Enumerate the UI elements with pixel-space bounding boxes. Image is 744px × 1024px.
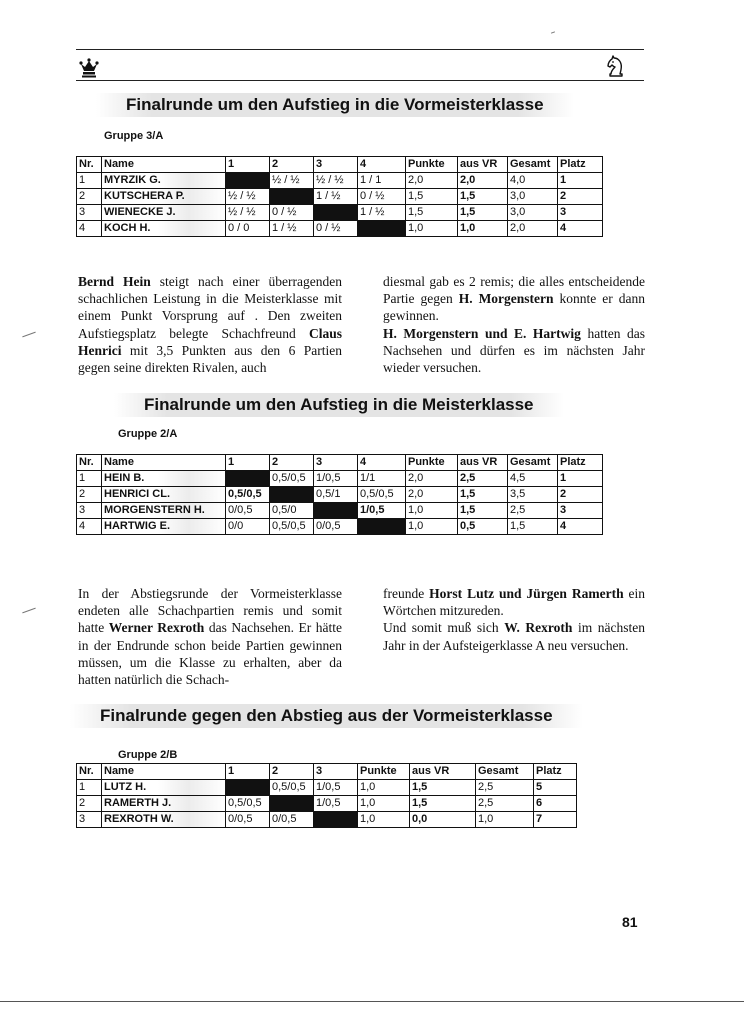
bold-name: Claus Henrici <box>78 325 342 358</box>
table-row <box>77 812 577 828</box>
table-header-row <box>77 455 603 471</box>
self-pairing-cell <box>226 173 270 189</box>
column-header: 2 <box>270 455 314 471</box>
table-cell: 1 <box>558 471 603 487</box>
text-run: das Nachsehen. Er hätte in der Endrunde schon beide Partien gewinnen müssen, um die Klasse zu erhalten, aber da hatten natürlich die Schach- <box>78 620 342 688</box>
bottom-rule <box>0 1001 744 1002</box>
margin-mark-2 <box>22 608 35 614</box>
table-cell: 1,5 <box>508 519 558 535</box>
table-row <box>77 173 603 189</box>
self-pairing-cell <box>270 796 314 812</box>
column-header: Nr. <box>77 157 102 173</box>
self-pairing-cell <box>314 503 358 519</box>
column-header: Platz <box>558 455 603 471</box>
table-cell: 0,5/0,5 <box>270 519 314 535</box>
table-cell: 1/1 <box>358 471 406 487</box>
table-cell: ½ / ½ <box>314 173 358 189</box>
results-table-1 <box>76 156 603 237</box>
player-name: WIENECKE J. <box>102 205 226 221</box>
table-cell: 1 <box>77 173 102 189</box>
table-cell: 1,0 <box>406 221 458 237</box>
bold-name: Horst Lutz und Jürgen Ramerth <box>429 586 624 601</box>
table-row <box>77 519 603 535</box>
table-cell: 3,5 <box>508 487 558 503</box>
top-rule <box>76 49 644 50</box>
paragraph-left-2 <box>78 585 342 688</box>
column-header: 3 <box>314 157 358 173</box>
bold-name: Werner Rexroth <box>108 620 205 636</box>
table-row <box>77 796 577 812</box>
chess-knight-icon <box>604 55 628 79</box>
table-cell: 4 <box>558 221 603 237</box>
table-cell: 0 / ½ <box>270 205 314 221</box>
table-cell: 1/0,5 <box>314 471 358 487</box>
table-cell: 3 <box>77 503 102 519</box>
column-header: Name <box>102 157 226 173</box>
table-cell: 7 <box>534 812 577 828</box>
bold-name: W. Rexroth <box>504 620 573 636</box>
table-cell: 0,5/0 <box>270 503 314 519</box>
column-header: Punkte <box>358 764 410 780</box>
table-cell: 0,5 <box>458 519 508 535</box>
self-pairing-cell <box>358 519 406 535</box>
table-cell: 1,5 <box>458 487 508 503</box>
player-name: RAMERTH J. <box>102 796 226 812</box>
player-name: HENRICI CL. <box>102 487 226 503</box>
header-rule <box>76 80 644 81</box>
column-header: 1 <box>226 157 270 173</box>
column-header: 4 <box>358 455 406 471</box>
table-cell: 1 <box>77 471 102 487</box>
table-cell: 1 <box>77 780 102 796</box>
table-cell: 1,5 <box>406 189 458 205</box>
table-cell: 0/0,5 <box>270 812 314 828</box>
table-cell: 1 / ½ <box>358 205 406 221</box>
text-run: im nächsten Jahr in der Aufsteigerklasse A neu versuchen. <box>383 620 645 653</box>
table-cell: 1,5 <box>410 780 476 796</box>
player-name: MYRZIK G. <box>102 173 226 189</box>
table-cell: 2,5 <box>458 471 508 487</box>
stray-mark <box>551 31 555 33</box>
table-cell: 1,0 <box>458 221 508 237</box>
table-cell: 4 <box>77 519 102 535</box>
column-header: 1 <box>226 455 270 471</box>
group-label-1: Gruppe 3/A <box>104 130 164 142</box>
table-cell: 2,5 <box>476 796 534 812</box>
text-run: diesmal gab es 2 remis; die alles entscheidende Partie gegen <box>383 274 645 307</box>
column-header: Name <box>102 764 226 780</box>
table-cell: 0,5/0,5 <box>270 780 314 796</box>
column-header: Gesamt <box>508 157 558 173</box>
self-pairing-cell <box>270 487 314 503</box>
column-header: Nr. <box>77 455 102 471</box>
results-table-2 <box>76 454 603 535</box>
section-title-3: Finalrunde gegen den Abstieg aus der Vormeisterklasse <box>70 704 583 728</box>
group-label-3: Gruppe 2/B <box>118 749 178 761</box>
table-cell: 0/0 <box>226 519 270 535</box>
table-cell: 0,5/0,5 <box>226 487 270 503</box>
bold-name: H. Morgenstern und E. Hartwig <box>383 325 581 341</box>
table-cell: 2 <box>558 487 603 503</box>
column-header: Name <box>102 455 226 471</box>
table-cell: 1/0,5 <box>314 780 358 796</box>
text-run: In der Abstiegsrunde der Vormeisterklasse endeten alle Schachpartien remis und somit hatte <box>78 586 342 636</box>
margin-mark-1 <box>22 332 35 338</box>
table-row <box>77 471 603 487</box>
table-cell: 3,0 <box>508 205 558 221</box>
column-header: 4 <box>358 157 406 173</box>
table-cell: 0/0,5 <box>226 812 270 828</box>
column-header: aus VR <box>410 764 476 780</box>
player-name: KUTSCHERA P. <box>102 189 226 205</box>
table-row <box>77 205 603 221</box>
paragraph-right-1 <box>383 273 645 376</box>
column-header: Platz <box>534 764 577 780</box>
column-header: Platz <box>558 157 603 173</box>
player-name: LUTZ H. <box>102 780 226 796</box>
text-run: ein Wörtchen mitzureden. <box>383 586 646 619</box>
table-cell: 4 <box>77 221 102 237</box>
table-row <box>77 780 577 796</box>
column-header: Gesamt <box>476 764 534 780</box>
table-cell: 3 <box>558 205 603 221</box>
table-cell: 1 / ½ <box>314 189 358 205</box>
table-cell: 0,0 <box>410 812 476 828</box>
table-cell: 0/0,5 <box>314 519 358 535</box>
column-header: 2 <box>270 157 314 173</box>
table-cell: 1,5 <box>458 189 508 205</box>
table-cell: 1,5 <box>410 796 476 812</box>
table-row <box>77 487 603 503</box>
column-header: Gesamt <box>508 455 558 471</box>
table-cell: 2 <box>77 487 102 503</box>
table-cell: 3 <box>558 503 603 519</box>
table-header-row <box>77 157 603 173</box>
player-name: KOCH H. <box>102 221 226 237</box>
chess-king-icon <box>78 56 100 78</box>
table-cell: 3,0 <box>508 189 558 205</box>
table-cell: 0/0,5 <box>226 503 270 519</box>
table-cell: 1,0 <box>406 503 458 519</box>
table-cell: 0 / 0 <box>226 221 270 237</box>
paragraph-right-2 <box>383 585 645 654</box>
group-label-2: Gruppe 2/A <box>118 428 178 440</box>
self-pairing-cell <box>226 780 270 796</box>
table-cell: 2,0 <box>406 487 458 503</box>
player-name: HARTWIG E. <box>102 519 226 535</box>
self-pairing-cell <box>314 205 358 221</box>
table-row <box>77 189 603 205</box>
table-cell: 2 <box>77 189 102 205</box>
table-cell: 1,0 <box>358 796 410 812</box>
table-cell: 1,0 <box>358 780 410 796</box>
text-run: steigt nach einer überragenden schachlichen Leistung in die Meisterklasse mit einem Punkt Vorsprung auf . Den zweiten Aufstiegsplatz belegte Schachfreund <box>78 274 343 341</box>
table-header-row <box>77 764 577 780</box>
paragraph-left-1 <box>78 273 342 376</box>
table-cell: 0 / ½ <box>314 221 358 237</box>
table-cell: 1,5 <box>406 205 458 221</box>
column-header: 2 <box>270 764 314 780</box>
section-title-1: Finalrunde um den Aufstieg in die Vormeisterklasse <box>96 93 574 117</box>
table-cell: 2,5 <box>508 503 558 519</box>
table-cell: 3 <box>77 812 102 828</box>
column-header: aus VR <box>458 455 508 471</box>
text-run: mit 3,5 Punkten aus den 6 Partien gegen seine direkten Rivalen, auch <box>78 342 342 376</box>
table-cell: 0,5/1 <box>314 487 358 503</box>
table-cell: 1,5 <box>458 205 508 221</box>
table-row <box>77 503 603 519</box>
table-cell: 0 / ½ <box>358 189 406 205</box>
table-cell: ½ / ½ <box>270 173 314 189</box>
table-cell: 2 <box>77 796 102 812</box>
page-number: 81 <box>622 914 638 930</box>
self-pairing-cell <box>226 471 270 487</box>
self-pairing-cell <box>270 189 314 205</box>
column-header: aus VR <box>458 157 508 173</box>
table-cell: ½ / ½ <box>226 189 270 205</box>
text-run: hatten das Nachsehen und dürfen es im nächsten Jahr wieder versuchen. <box>383 325 645 376</box>
table-cell: 0,5/0,5 <box>270 471 314 487</box>
table-cell: 1/0,5 <box>358 503 406 519</box>
table-cell: 2,0 <box>406 471 458 487</box>
column-header: 3 <box>314 764 358 780</box>
column-header: Punkte <box>406 157 458 173</box>
table-row <box>77 221 603 237</box>
table-cell: 2,5 <box>476 780 534 796</box>
text-run: Und somit muß sich <box>383 620 505 636</box>
bold-name: Bernd Hein <box>78 274 151 289</box>
table-cell: 0,5/0,5 <box>358 487 406 503</box>
column-header: 1 <box>226 764 270 780</box>
player-name: MORGENSTERN H. <box>102 503 226 519</box>
table-cell: 4,0 <box>508 173 558 189</box>
table-cell: 0,5/0,5 <box>226 796 270 812</box>
table-cell: 1,0 <box>406 519 458 535</box>
table-cell: 5 <box>534 780 577 796</box>
table-cell: 2,0 <box>458 173 508 189</box>
bold-name: H. Morgenstern <box>458 291 554 307</box>
table-cell: 2 <box>558 189 603 205</box>
table-cell: 1 <box>558 173 603 189</box>
column-header: Nr. <box>77 764 102 780</box>
table-cell: 2,0 <box>508 221 558 237</box>
column-header: Punkte <box>406 455 458 471</box>
table-cell: 1,0 <box>358 812 410 828</box>
table-cell: 1,5 <box>458 503 508 519</box>
table-cell: 1 / 1 <box>358 173 406 189</box>
table-cell: 1 / ½ <box>270 221 314 237</box>
table-cell: 1/0,5 <box>314 796 358 812</box>
table-cell: 1,0 <box>476 812 534 828</box>
table-cell: ½ / ½ <box>226 205 270 221</box>
table-cell: 3 <box>77 205 102 221</box>
player-name: REXROTH W. <box>102 812 226 828</box>
player-name: HEIN B. <box>102 471 226 487</box>
table-cell: 4,5 <box>508 471 558 487</box>
results-table-3 <box>76 763 577 828</box>
text-run: konnte er dann gewinnen. <box>383 291 645 324</box>
column-header: 3 <box>314 455 358 471</box>
self-pairing-cell <box>314 812 358 828</box>
table-cell: 4 <box>558 519 603 535</box>
text-run: freunde <box>383 586 430 601</box>
self-pairing-cell <box>358 221 406 237</box>
table-cell: 2,0 <box>406 173 458 189</box>
section-title-2: Finalrunde um den Aufstieg in die Meisterklasse <box>114 393 564 417</box>
table-cell: 6 <box>534 796 577 812</box>
